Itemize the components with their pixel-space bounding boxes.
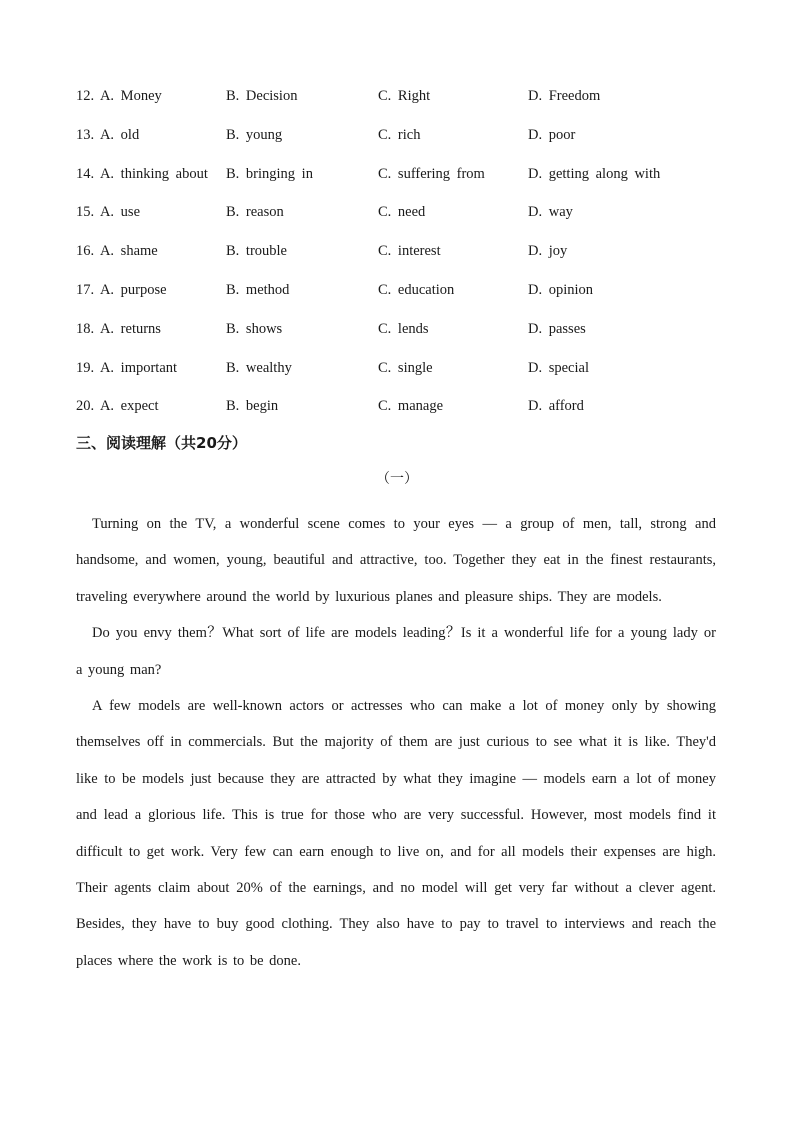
question-number: 20. [76, 398, 95, 415]
option-b: B. Decision [226, 88, 298, 104]
option-a [76, 319, 161, 339]
question-row-17 [76, 280, 716, 319]
question-number: 13. [76, 126, 95, 143]
option-b: B. wealthy [226, 359, 292, 376]
cloze-options [76, 86, 716, 435]
option-a-text: A. thinking about [99, 165, 208, 182]
option-c: C. rich [378, 126, 421, 143]
option-a-text: A. shame [99, 243, 158, 260]
option-c: C. single [378, 359, 433, 376]
passage-paragraph-2: Do you envy them？What sort of life are models leading？Is it a wonderful life for a young lady or a young man? [76, 625, 716, 678]
option-a-text: A. important [99, 359, 178, 376]
question-number: 17. [76, 281, 95, 298]
option-a-text: A. use [99, 204, 141, 221]
option-b: B. reason [226, 204, 284, 221]
option-c: C. interest [378, 243, 441, 260]
option-a [76, 202, 140, 222]
option-a-text: A. Money [99, 88, 162, 104]
option-a [76, 164, 208, 184]
section-heading: 三、阅读理解（共20分） [76, 434, 247, 452]
question-number: 14. [76, 165, 95, 182]
option-a [76, 280, 167, 300]
question-row-14 [76, 164, 716, 203]
option-d: D. afford [528, 398, 584, 415]
option-b: B. method [226, 281, 290, 298]
option-a [76, 241, 158, 261]
question-row-18 [76, 319, 716, 358]
option-d: D. special [528, 359, 589, 376]
option-b: B. bringing in [226, 165, 313, 182]
option-b: B. begin [226, 398, 279, 415]
option-b: B. young [226, 126, 283, 143]
option-a-text: A. old [99, 126, 140, 143]
option-c: C. lends [378, 320, 429, 337]
option-a-text: A. purpose [99, 281, 167, 298]
part-title: （一） [376, 471, 418, 487]
option-c: C. manage [378, 398, 444, 415]
question-row-20 [76, 396, 716, 435]
question-number: 18. [76, 320, 95, 337]
option-b: B. shows [226, 320, 283, 337]
question-number: 19. [76, 359, 95, 376]
option-a [76, 86, 162, 106]
question-row-16 [76, 241, 716, 280]
option-d: D. joy [528, 243, 568, 260]
option-c: C. Right [378, 88, 431, 104]
option-d: D. opinion [528, 281, 594, 298]
option-a [76, 125, 139, 145]
option-b: B. trouble [226, 243, 287, 260]
question-number: 12. [76, 88, 95, 104]
option-c: C. suffering from [378, 165, 485, 182]
option-a-text: A. returns [99, 320, 161, 337]
question-row-12 [76, 86, 716, 125]
question-number: 15. [76, 204, 95, 221]
option-d: D. Freedom [528, 88, 601, 104]
option-d: D. getting along with [528, 165, 661, 182]
question-row-13 [76, 125, 716, 164]
question-row-19 [76, 358, 716, 397]
option-c: C. education [378, 281, 455, 298]
option-a [76, 396, 159, 416]
option-c: C. need [378, 204, 426, 221]
option-d: D. way [528, 204, 573, 221]
question-row-15 [76, 202, 716, 241]
option-d: D. poor [528, 126, 576, 143]
option-d: D. passes [528, 320, 586, 337]
option-a [76, 358, 177, 378]
passage-paragraph-3: A few models are well-known actors or actresses who can make a lot of money only by showing themselves off in commercials. But the majority of them are just curious to see what it is like. They'd like to be models just because they are attracted by what they imagine — models earn a lot of money and lead a glorious life. This is true for those who are very successful. However, most models find it difficult to get work. Very few can earn enough to live on, and for all models their expenses are high. Their agents claim about 20% of the earnings, and no model will get very far without a clever agent. Besides, they have to buy good clothing. They also have to pay to travel to interviews and reach the places where the work is to be done. [76, 698, 716, 969]
question-number: 16. [76, 243, 95, 260]
option-a-text: A. expect [99, 398, 159, 415]
reading-passage [76, 506, 716, 979]
passage-paragraph-1: Turning on the TV, a wonderful scene comes to your eyes — a group of men, tall, strong and handsome, and women, young, beautiful and attractive, too. Together they eat in the finest restaurants, traveling everywhere around the world by luxurious planes and pleasure ships. They are models. [76, 516, 716, 605]
